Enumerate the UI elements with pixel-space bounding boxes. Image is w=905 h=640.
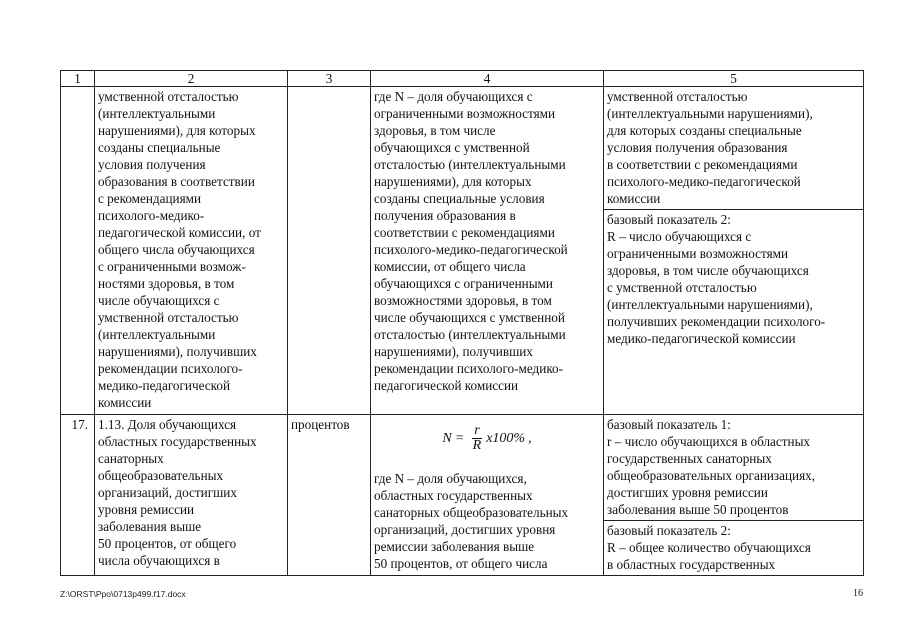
text-line: в областных государственных	[607, 557, 776, 572]
text-line: получения образования в	[374, 208, 516, 223]
text-line: образования в соответствии	[98, 174, 255, 189]
header-row	[61, 71, 864, 87]
table-row	[61, 415, 864, 576]
text-line: умственной отсталостью	[98, 89, 239, 104]
table-row	[61, 87, 864, 415]
indicator-name-cell	[95, 415, 288, 576]
document-table	[60, 70, 864, 576]
text-line: комиссии	[98, 395, 152, 410]
text-line: созданы специальные	[98, 140, 221, 155]
text-line: нарушениями), для которых	[374, 174, 532, 189]
header-cell-3: 3	[288, 71, 371, 87]
text-line: R – число обучающихся с	[607, 229, 752, 244]
text-line: рекомендации психолого-	[98, 361, 243, 376]
text-line: педагогической комиссии, от	[98, 225, 261, 240]
text-line: ограниченными возможностями	[607, 246, 789, 261]
text-line: обучающихся с умственной	[374, 140, 530, 155]
text-line: психолого-медико-педагогической	[607, 174, 801, 189]
text-line: заболевания выше 50 процентов	[607, 502, 789, 517]
formula-comma: ,	[528, 430, 532, 446]
text-line: r – число обучающихся в областных	[607, 434, 811, 449]
header-cell-4: 4	[371, 71, 604, 87]
text-line: отсталостью (интеллектуальными	[374, 327, 566, 342]
text-line: ограниченными возможностями	[374, 106, 556, 121]
text-line: комиссии, от общего числа	[374, 259, 526, 274]
text-line: уровня ремиссии	[98, 502, 195, 517]
text-line: (интеллектуальными	[98, 106, 216, 121]
text-line: умственной отсталостью	[607, 89, 748, 104]
text-line: достигших уровня ремиссии	[607, 485, 768, 500]
text-line: областных государственных	[374, 488, 533, 503]
indicator-name-cell	[95, 87, 288, 415]
formula-equals: =	[455, 430, 464, 446]
indicator-name-text	[98, 416, 284, 569]
footer-file-path: Z:\ORST\Ppo\0713p499.f17.docx	[60, 589, 186, 599]
text-line: (интеллектуальными	[98, 327, 216, 342]
text-line: числе обучающихся с	[98, 293, 220, 308]
text-line: психолого-медико-педагогической	[374, 242, 568, 257]
text-line: получивших рекомендации психолого-	[607, 314, 826, 329]
text-line: условия получения	[98, 157, 206, 172]
formula-cell	[371, 87, 604, 415]
text-line: созданы специальные условия	[374, 191, 545, 206]
formula-multiplier: x100%	[486, 430, 526, 446]
indicator-name-text	[98, 88, 284, 411]
text-line: возможностями здоровья, в том	[374, 293, 552, 308]
text-line: где N – доля обучающихся,	[374, 471, 527, 486]
text-line: 50 процентов, от общего	[98, 536, 237, 551]
text-line: (интеллектуальными нарушениями),	[607, 106, 813, 121]
text-line: 1.13. Доля обучающихся	[98, 417, 237, 432]
header-cell-2: 2	[95, 71, 288, 87]
text-line: условия получения образования	[607, 140, 788, 155]
text-line: умственной отсталостью	[98, 310, 239, 325]
text-line: с ограниченными возмож-	[98, 259, 246, 274]
text-line: нарушениями), для которых	[98, 123, 256, 138]
text-line: педагогической комиссии	[374, 378, 519, 393]
base-indicator-2-block	[604, 209, 863, 349]
text-line: общеобразовательных организациях,	[607, 468, 816, 483]
text-line: здоровья, в том числе обучающихся	[607, 263, 809, 278]
text-line: психолого-медико-	[98, 208, 205, 223]
row-number-cell: 17.	[61, 415, 95, 576]
unit-cell: процентов	[288, 415, 371, 576]
text-line: в соответствии с рекомендациями	[607, 157, 798, 172]
text-line: санаторных общеобразовательных	[374, 505, 569, 520]
text-line: R – общее количество обучающихся	[607, 540, 811, 555]
text-line: числа обучающихся в	[98, 553, 220, 568]
formula-cell	[371, 415, 604, 576]
base-indicator-1-block	[604, 87, 863, 209]
text-line: для которых созданы специальные	[607, 123, 802, 138]
text-line: медико-педагогической	[98, 378, 231, 393]
text-line: соответствии с рекомендациями	[374, 225, 555, 240]
formula-description-text	[374, 470, 600, 572]
text-line: областных государственных	[98, 434, 257, 449]
header-cell-5: 5	[604, 71, 864, 87]
text-line: числе обучающихся с умственной	[374, 310, 565, 325]
text-line: медико-педагогической комиссии	[607, 331, 796, 346]
text-line: отсталостью (интеллектуальными	[374, 157, 566, 172]
text-line: общеобразовательных	[98, 468, 224, 483]
text-line: комиссии	[607, 191, 661, 206]
text-line: рекомендации психолого-медико-	[374, 361, 564, 376]
formula-lhs: N	[442, 430, 452, 446]
unit-cell	[288, 87, 371, 415]
text-line: где N – доля обучающихся с	[374, 89, 533, 104]
header-cell-1: 1	[61, 71, 95, 87]
text-line: 50 процентов, от общего числа	[374, 556, 548, 571]
text-line: здоровья, в том числе	[374, 123, 496, 138]
text-line: государственных санаторных	[607, 451, 772, 466]
text-line: заболевания выше	[98, 519, 202, 534]
text-line: с умственной отсталостью	[607, 280, 757, 295]
base-indicator-2-block	[604, 520, 863, 575]
text-line: общего числа обучающихся	[98, 242, 255, 257]
footer-page-number: 16	[853, 588, 863, 599]
base-indicator-1-block	[604, 415, 863, 520]
formula-description-text	[374, 88, 600, 394]
text-line: базовый показатель 2:	[607, 212, 731, 227]
row-number-cell	[61, 87, 95, 415]
text-line: ностями здоровья, в том	[98, 276, 235, 291]
text-line: обучающихся с ограниченными	[374, 276, 553, 291]
base-indicators-cell	[604, 415, 864, 576]
formula-fraction	[471, 424, 484, 453]
formula-denominator: R	[472, 437, 482, 453]
text-line: базовый показатель 1:	[607, 417, 731, 432]
base-indicators-cell	[604, 87, 864, 415]
text-line: базовый показатель 2:	[607, 523, 731, 538]
text-line: нарушениями), получивших	[374, 344, 533, 359]
text-line: (интеллектуальными нарушениями),	[607, 297, 813, 312]
formula-numerator: r	[474, 422, 480, 438]
text-line: с рекомендациями	[98, 191, 202, 206]
text-line: организаций, достигших уровня	[374, 522, 556, 537]
text-line: санаторных	[98, 451, 164, 466]
formula	[374, 416, 600, 460]
text-line: организаций, достигших	[98, 485, 237, 500]
text-line: ремиссии заболевания выше	[374, 539, 535, 554]
text-line: нарушениями), получивших	[98, 344, 257, 359]
